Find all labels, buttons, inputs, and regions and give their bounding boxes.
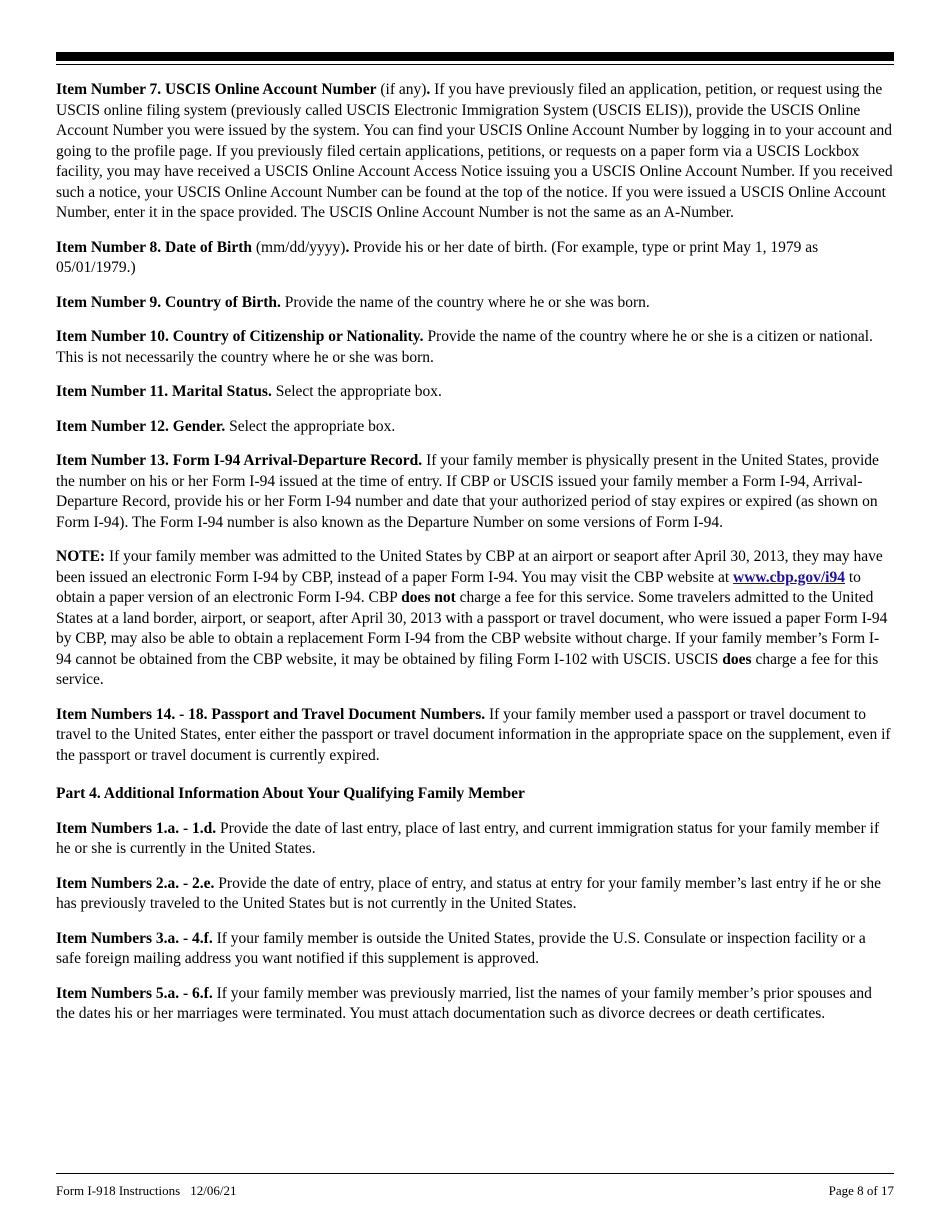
item-8-text: Provide his or her date of birth. (For example, type or print May 1, 1979 as 05/01/1979.): [56, 238, 819, 276]
item-11-label: Item Number 11. Marital Status.: [56, 383, 272, 400]
item-12-paragraph: [56, 417, 894, 438]
part-4-item-2-label: Item Numbers 2.a. - 2.e.: [56, 874, 215, 892]
note-text-4: charge a fee for this service.: [56, 650, 879, 688]
part-4-item-3-label: Item Numbers 3.a. - 4.f.: [56, 929, 213, 947]
note-paragraph: [56, 547, 894, 691]
header-thin-rule: [56, 64, 894, 65]
item-12-text: Select the appropriate box.: [225, 417, 396, 435]
part-4-item-1-label: Item Numbers 1.a. - 1.d.: [56, 819, 217, 837]
item-10-text: Provide the name of the country where he or she is a citizen or national. This is not necessarily the country where he or she was born.: [56, 328, 873, 366]
header-thick-rule: [56, 52, 894, 61]
item-8-period: .: [345, 238, 350, 256]
part-4-item-1-text: Provide the date of last entry, place of last entry, and current immigration status for your family member if he or she is currently in the United States.: [56, 819, 880, 857]
footer-date: 12/06/21: [190, 1183, 237, 1198]
item-7-paragraph: [56, 80, 894, 224]
item-7-text: If you have previously filed an application, petition, or request using the USCIS online filing system (previously called USCIS Electronic Immigration System (USCIS ELIS)), provide the USCIS Online Account Number you were issued by the system. You can find your USCIS Online Account Number by logging in to your account and going to the profile page. If you previously filed certain applications, petitions, or requests on a paper form via a USCIS Lockbox facility, you may have received a USCIS Online Account Access Notice issuing you a USCIS Online Account Number. If you received such a notice, your USCIS Online Account Number can be found at the top of the notice. If you were issued a USCIS Online Account Number, enter it in the space provided. The USCIS Online Account Number is not the same as an A-Number.: [56, 81, 893, 221]
page-footer: [56, 1183, 894, 1199]
item-14-18-text: If your family member used a passport or travel document to travel to the United States, enter either the passport or travel document information in the appropriate space on the supplement, even if the passport or travel document is currently expired.: [56, 705, 891, 764]
item-14-18-label: Item Numbers 14. - 18. Passport and Travel Document Numbers.: [56, 705, 486, 723]
part-4-item-5-text: If your family member was previously married, list the names of your family member’s prior spouses and the dates his or her marriages were terminated. You must attach documentation such as divorce decrees or death certificates.: [56, 984, 872, 1022]
note-text-3: charge a fee for this service. Some travelers admitted to the United States at a land border, airport, or seaport, after April 30, 2013 with a passport or travel document, who were issued a paper Form I-94 by CBP, may also be able to obtain a replacement Form I-94 from the CBP website without charge. If your family member’s Form I-94 cannot be obtained from the CBP website, it may be obtained by filing Form I-102 with USCIS. USCIS: [56, 589, 888, 668]
footer-page-number: Page 8 of 17: [828, 1183, 894, 1198]
note-text-2: to obtain a paper version of an electronic Form I-94. CBP: [56, 568, 861, 606]
part-4-item-3-paragraph: [56, 929, 894, 970]
note-text-1: If your family member was admitted to the United States by CBP at an airport or seaport after April 30, 2013, they may have been issued an electronic Form I-94 by CBP, instead of a paper Form I-94. You may visit the CBP website at: [56, 548, 883, 586]
note-label: NOTE:: [56, 548, 106, 565]
part-4-item-1-paragraph: [56, 819, 894, 860]
part-4-heading: [56, 784, 894, 805]
item-7-label: Item Number 7. USCIS Online Account Number: [56, 81, 377, 98]
footer-left: [56, 1183, 236, 1199]
document-body: [56, 80, 894, 1039]
part-4-item-5-paragraph: [56, 984, 894, 1025]
note-bold-does: does: [722, 650, 752, 668]
item-8-qualifier: (mm/dd/yyyy): [252, 238, 346, 256]
item-11-text: Select the appropriate box.: [271, 383, 442, 400]
item-9-label: Item Number 9. Country of Birth.: [56, 293, 281, 311]
part-4-heading-text: Part 4. Additional Information About Your Qualifying Family Member: [56, 785, 525, 802]
footer-form-name: Form I-918 Instructions: [56, 1183, 181, 1198]
item-7-period: .: [426, 81, 431, 98]
item-10-label: Item Number 10. Country of Citizenship or Nationality.: [56, 328, 424, 345]
item-14-18-paragraph: [56, 705, 894, 767]
item-10-paragraph: [56, 327, 894, 368]
footer-rule: [56, 1173, 894, 1174]
part-4-item-3-text: If your family member is outside the United States, provide the U.S. Consulate or inspection facility or a safe foreign mailing address you want notified if this supplement is approved.: [56, 929, 866, 967]
part-4-item-5-label: Item Numbers 5.a. - 6.f.: [56, 984, 213, 1002]
item-13-label: Item Number 13. Form I-94 Arrival-Departure Record.: [56, 452, 423, 469]
part-4-item-2-text: Provide the date of entry, place of entry, and status at entry for your family member’s last entry if he or she has previously traveled to the United States but is not currently in the United States.: [56, 874, 881, 912]
item-13-paragraph: [56, 451, 894, 533]
item-7-qualifier: (if any): [376, 81, 427, 98]
note-bold-does-not: does not: [401, 589, 456, 606]
item-13-text: If your family member is physically present in the United States, provide the number on his or her Form I-94 issued at the time of entry. If CBP or USCIS issued your family member a Form I-94, Arrival-Departure Record, provide his or her Form I-94 number and date that your authorized period of stay expires or expired (as shown on Form I-94). The Form I-94 number is also known as the Departure Number on some versions of Form I-94.: [56, 452, 879, 531]
part-4-item-2-paragraph: [56, 874, 894, 915]
item-8-paragraph: [56, 238, 894, 279]
item-8-label: Item Number 8. Date of Birth: [56, 238, 253, 256]
cbp-i94-link[interactable]: www.cbp.gov/i94: [733, 568, 845, 586]
item-9-text: Provide the name of the country where he or she was born.: [280, 293, 650, 311]
item-11-paragraph: [56, 382, 894, 403]
item-9-paragraph: [56, 293, 894, 314]
item-12-label: Item Number 12. Gender.: [56, 417, 226, 435]
